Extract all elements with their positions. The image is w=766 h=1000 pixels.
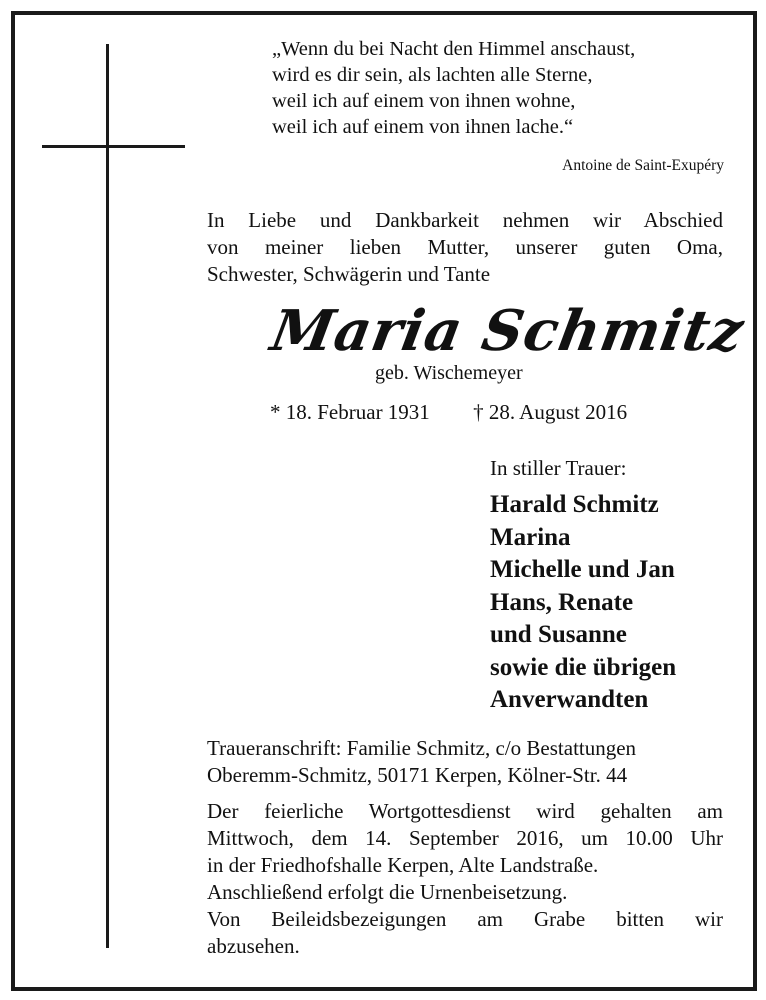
cross-vertical-bar [106,44,109,948]
intro-line: In Liebe und Dankbarkeit nehmen wir Abschied [207,208,723,232]
mourners-list [490,489,676,717]
mourner-name: Harald Schmitz [490,491,659,518]
deceased-name: Maria Schmitz [266,298,750,364]
service-line: in der Friedhofshalle Kerpen, Alte Landstraße. [207,853,599,877]
service-info [207,798,723,960]
mourner-name: sowie die übrigen [490,653,677,681]
service-line: Mittwoch, dem 14. September 2016, um 10.00 Uhr [207,826,723,850]
service-line: Von Beileidsbezeigungen am Grabe bitten wir [207,907,723,931]
quote-line: „Wenn du bei Nacht den Himmel anschaust, [272,38,636,60]
address-line: Traueranschrift: Familie Schmitz, c/o Bestattungen [207,736,637,760]
mourner-name: und Susanne [490,621,627,648]
quote-line: weil ich auf einem von ihnen lache.“ [272,116,574,138]
mourner-name: Marina [490,523,571,551]
quote-author: Antoine de Saint-Exupéry [562,157,724,174]
mourner-name: Anverwandten [490,686,649,713]
service-line: Der feierliche Wortgottesdienst wird gehalten am [207,799,723,823]
quote-line: weil ich auf einem von ihnen wohne, [272,90,576,112]
birth-name: geb. Wischemeyer [375,362,523,384]
mourner-name: Hans, Renate [490,588,634,616]
mourner-name: Michelle und Jan [490,556,675,583]
birth-date: * 18. Februar 1931 [270,400,430,424]
intro-text [207,207,723,288]
service-line: abzusehen. [207,934,300,958]
service-line: Anschließend erfolgt die Urnenbeisetzung. [207,880,568,904]
address-line: Oberemm-Schmitz, 50171 Kerpen, Kölner-Str. 44 [207,763,628,787]
mourning-address [207,735,636,789]
death-date: † 28. August 2016 [473,400,628,424]
life-dates [270,400,627,425]
intro-line: Schwester, Schwägerin und Tante [207,262,491,286]
quote-line: wird es dir sein, als lachten alle Sterne, [272,64,593,86]
mourning-title: In stiller Trauer: [490,456,627,480]
quote-block [272,36,635,140]
cross-horizontal-bar [42,145,185,148]
intro-line: von meiner lieben Mutter, unserer guten Oma, [207,235,723,259]
